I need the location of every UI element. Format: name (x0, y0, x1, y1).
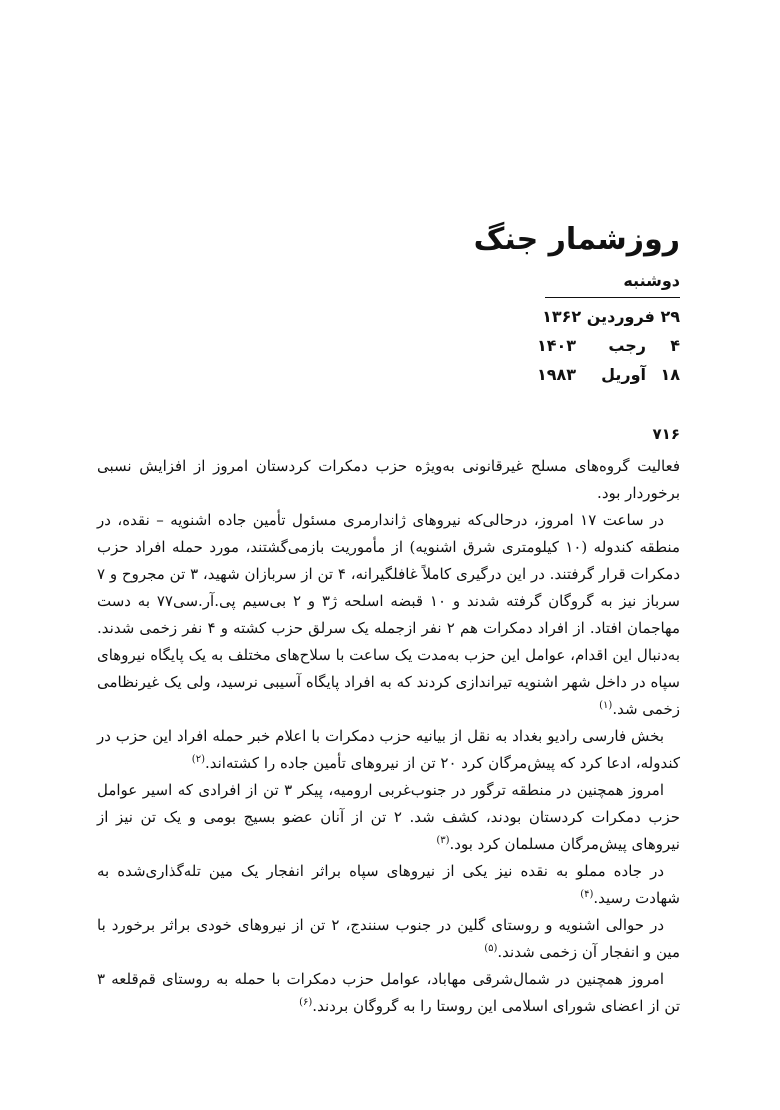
date-block (97, 268, 680, 389)
footnote-ref-3: (۳) (436, 835, 450, 846)
paragraph-7 (97, 966, 680, 1020)
persian-date-text: ۲۹ فروردین ۱۳۶۲ (542, 307, 680, 326)
footnote-ref-6: (۶) (299, 997, 313, 1008)
paragraph-7-text: امروز همچنین در شمال‌شرقی مهاباد، عوامل حزب دمکرات با حمله به روستای قم‌قلعه ۳ تن از اعضای شورای اسلامی این روستا را به گروگان بردند. (97, 970, 680, 1015)
document-page (97, 220, 680, 1020)
paragraph-5-text: در جاده مملو به نقده نیز یکی از نیروهای سپاه براثر انفجار یک مین تله‌گذاری‌شده به شهادت رسید. (97, 862, 680, 907)
hijri-day: ۴ (670, 336, 680, 355)
paragraph-3-text: بخش فارسی رادیو بغداد به نقل از بیانیه حزب دمکرات با اعلام خبر حمله افراد این حزب در کندوله، ادعا کرد که پیش‌مرگان کرد ۲۰ تن از نیروهای تأمین جاده را کشته‌اند. (97, 727, 680, 772)
footnote-ref-2: (۲) (191, 754, 205, 765)
footnote-ref-1: (۱) (599, 700, 613, 711)
hijri-year: ۱۴۰۳ (536, 336, 576, 355)
gregorian-day: ۱۸ (660, 365, 680, 384)
paragraph-6 (97, 912, 680, 966)
footnote-ref-5: (۵) (484, 943, 498, 954)
paragraph-6-text: در حوالی اشنویه و روستای گلین در جنوب سنندج، ۲ تن از نیروهای خودی براثر برخورد با مین و انفجار آن زخمی شدند. (97, 916, 680, 961)
book-title: روزشمار جنگ (473, 222, 680, 257)
entry-number: ۷۱۶ (652, 425, 680, 443)
paragraph-5 (97, 858, 680, 912)
paragraph-4 (97, 777, 680, 858)
gregorian-month: آوریل (601, 365, 646, 384)
persian-date (97, 302, 680, 331)
paragraph-1 (97, 453, 680, 507)
paragraph-4-text: امروز همچنین در منطقه ترگور در جنوب‌غربی ارومیه، پیکر ۳ تن از افرادی که اسیر عوامل حزب دمکرات کردستان بودند، کشف شد. ۲ تن از آنان عضو بسیج بومی و یک تن نیز از نیروهای پیش‌مرگان مسلمان کرد بود. (97, 781, 680, 853)
entry-body (97, 453, 680, 1020)
paragraph-3 (97, 723, 680, 777)
paragraph-2 (97, 507, 680, 723)
hijri-month: رجب (608, 336, 646, 355)
gregorian-year: ۱۹۸۳ (536, 365, 576, 384)
paragraph-2-text: در ساعت ۱۷ امروز، درحالی‌که نیروهای ژاندارمری مسئول تأمین جاده اشنویه – نقده، در منطقه کندوله (۱۰ کیلومتری شرق اشنویه) از مأموریت بازمی‌گشتند، مورد حمله افراد حزب دمکرات قرار گرفتند. در این درگیری کاملاً غافلگیرانه، ۴ تن از سربازان شهید، ۳ تن مجروح و ۷ سرباز نیز به گروگان گرفته شدند و ۱۰ قبضه اسلحه ژ۳ و ۲ بی‌سیم پی.آر.سی۷۷ به دست مهاجمان افتاد. از افراد دمکرات هم ۲ نفر ازجمله یک سرلق حزب کشته و ۴ نفر زخمی شدند. به‌دنبال این اقدام، عوامل این حزب به‌مدت یک ساعت با سلاح‌های مختلف به یک پایگاه نیروهای سپاه در داخل شهر اشنویه تیراندازی کردند که به افراد پایگاه آسیبی نرسید، ولی یک غیرنظامی زخمی شد. (96, 511, 681, 718)
footnote-ref-4: (۴) (580, 889, 594, 900)
gregorian-date (97, 360, 680, 389)
weekday: دوشنبه (545, 268, 680, 298)
paragraph-1-text: فعالیت گروه‌های مسلح غیرقانونی به‌ویژه حزب دمکرات کردستان امروز از افزایش نسبی برخوردار بود. (97, 457, 680, 502)
hijri-date (97, 331, 680, 360)
